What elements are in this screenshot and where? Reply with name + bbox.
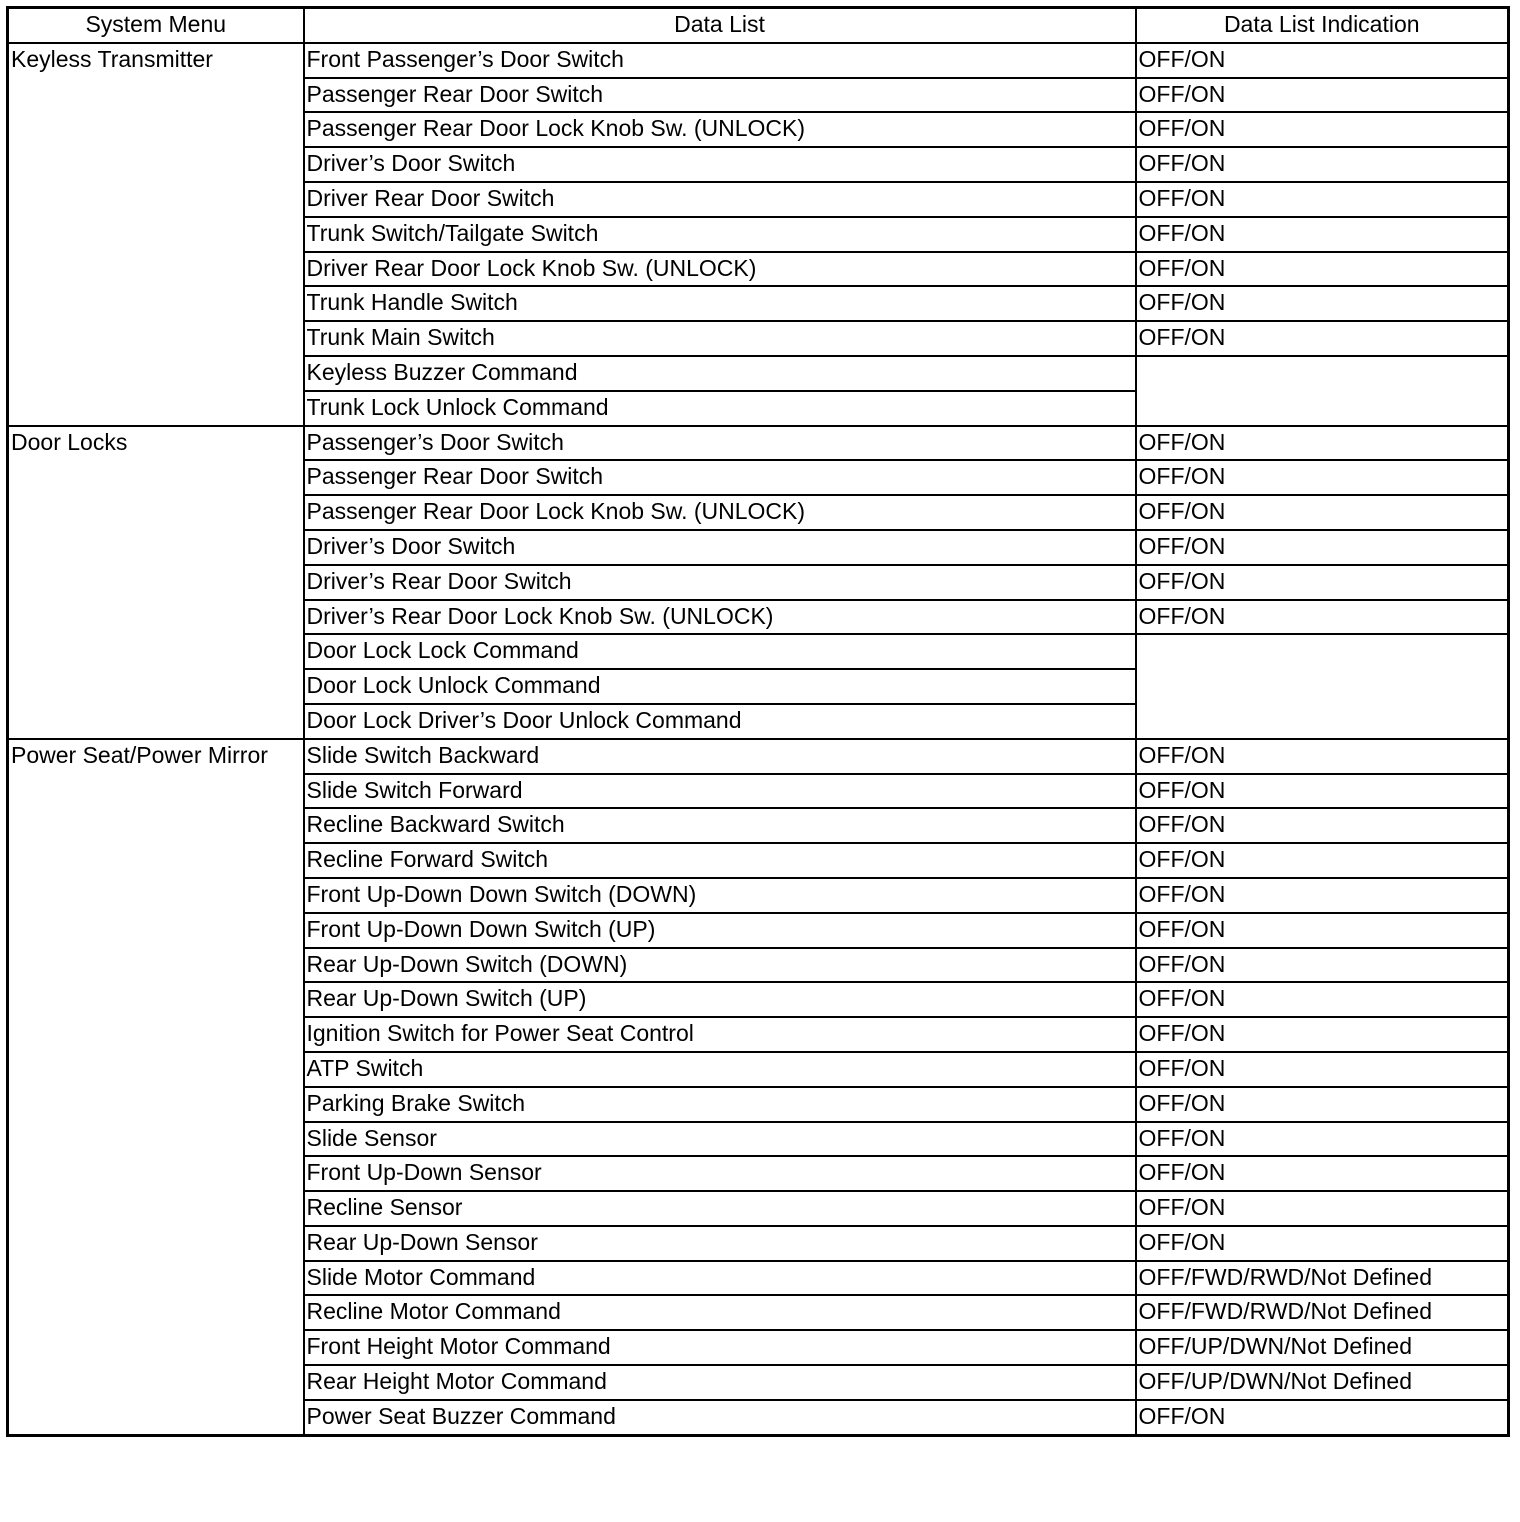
data-list-table	[6, 6, 1510, 1437]
data-list-item: Keyless Buzzer Command	[304, 356, 1136, 391]
data-list-item: Passenger Rear Door Switch	[304, 78, 1136, 113]
indication-empty-cell	[1136, 634, 1509, 738]
data-list-item: Trunk Main Switch	[304, 321, 1136, 356]
indication-cell: OFF/ON	[1136, 1226, 1509, 1261]
data-list-item: Passenger Rear Door Lock Knob Sw. (UNLOCK)	[304, 112, 1136, 147]
indication-cell: OFF/ON	[1136, 321, 1509, 356]
indication-cell: OFF/ON	[1136, 913, 1509, 948]
indication-cell: OFF/ON	[1136, 495, 1509, 530]
table-row	[8, 43, 1509, 78]
data-list-item: Slide Switch Forward	[304, 774, 1136, 809]
indication-cell: OFF/ON	[1136, 808, 1509, 843]
indication-cell: OFF/ON	[1136, 426, 1509, 461]
data-list-item: Rear Height Motor Command	[304, 1365, 1136, 1400]
indication-cell: OFF/ON	[1136, 252, 1509, 287]
data-list-item: Slide Motor Command	[304, 1261, 1136, 1296]
data-list-item: Passenger’s Door Switch	[304, 426, 1136, 461]
data-list-item: Passenger Rear Door Lock Knob Sw. (UNLOCK)	[304, 495, 1136, 530]
data-list-item: Front Height Motor Command	[304, 1330, 1136, 1365]
data-list-item: Recline Forward Switch	[304, 843, 1136, 878]
indication-cell: OFF/UP/DWN/Not Defined	[1136, 1330, 1509, 1365]
header-data-list: Data List	[304, 8, 1136, 43]
data-list-item: Rear Up-Down Switch (DOWN)	[304, 948, 1136, 983]
data-list-item: Parking Brake Switch	[304, 1087, 1136, 1122]
data-list-item: Rear Up-Down Sensor	[304, 1226, 1136, 1261]
indication-cell: OFF/ON	[1136, 530, 1509, 565]
indication-cell: OFF/ON	[1136, 286, 1509, 321]
system-menu-cell: Keyless Transmitter	[8, 43, 304, 426]
data-list-item: Trunk Lock Unlock Command	[304, 391, 1136, 426]
data-list-item: Ignition Switch for Power Seat Control	[304, 1017, 1136, 1052]
header-system-menu: System Menu	[8, 8, 304, 43]
indication-cell: OFF/ON	[1136, 843, 1509, 878]
data-list-item: Trunk Handle Switch	[304, 286, 1136, 321]
indication-empty-cell	[1136, 356, 1509, 426]
indication-cell: OFF/ON	[1136, 1017, 1509, 1052]
header-row	[8, 8, 1509, 43]
data-list-item: Passenger Rear Door Switch	[304, 460, 1136, 495]
indication-cell: OFF/ON	[1136, 739, 1509, 774]
data-list-item: Slide Switch Backward	[304, 739, 1136, 774]
indication-cell: OFF/UP/DWN/Not Defined	[1136, 1365, 1509, 1400]
table-row	[8, 426, 1509, 461]
data-list-item: Slide Sensor	[304, 1122, 1136, 1157]
data-list-item: Driver Rear Door Switch	[304, 182, 1136, 217]
indication-cell: OFF/ON	[1136, 1087, 1509, 1122]
data-list-item: Door Lock Lock Command	[304, 634, 1136, 669]
data-list-item: Door Lock Unlock Command	[304, 669, 1136, 704]
indication-cell: OFF/ON	[1136, 217, 1509, 252]
indication-cell: OFF/ON	[1136, 460, 1509, 495]
indication-cell: OFF/FWD/RWD/Not Defined	[1136, 1295, 1509, 1330]
indication-cell: OFF/ON	[1136, 774, 1509, 809]
indication-cell: OFF/ON	[1136, 1156, 1509, 1191]
indication-cell: OFF/ON	[1136, 565, 1509, 600]
indication-cell: OFF/ON	[1136, 112, 1509, 147]
indication-cell: OFF/FWD/RWD/Not Defined	[1136, 1261, 1509, 1296]
data-list-item: Door Lock Driver’s Door Unlock Command	[304, 704, 1136, 739]
header-data-list-indication: Data List Indication	[1136, 8, 1509, 43]
data-list-item: Driver’s Door Switch	[304, 530, 1136, 565]
indication-cell: OFF/ON	[1136, 1052, 1509, 1087]
table-row	[8, 739, 1509, 774]
data-list-item: Front Up-Down Sensor	[304, 1156, 1136, 1191]
data-list-item: Driver’s Door Switch	[304, 147, 1136, 182]
indication-cell: OFF/ON	[1136, 1400, 1509, 1435]
data-list-item: Front Up-Down Down Switch (UP)	[304, 913, 1136, 948]
indication-cell: OFF/ON	[1136, 1191, 1509, 1226]
indication-cell: OFF/ON	[1136, 600, 1509, 635]
data-list-item: Recline Motor Command	[304, 1295, 1136, 1330]
system-menu-cell: Power Seat/Power Mirror	[8, 739, 304, 1435]
indication-cell: OFF/ON	[1136, 878, 1509, 913]
data-list-item: Recline Backward Switch	[304, 808, 1136, 843]
data-list-item: Driver Rear Door Lock Knob Sw. (UNLOCK)	[304, 252, 1136, 287]
data-list-item: Power Seat Buzzer Command	[304, 1400, 1136, 1435]
table-body	[8, 43, 1509, 1435]
system-menu-cell: Door Locks	[8, 426, 304, 739]
indication-cell: OFF/ON	[1136, 43, 1509, 78]
data-list-item: Front Up-Down Down Switch (DOWN)	[304, 878, 1136, 913]
indication-cell: OFF/ON	[1136, 78, 1509, 113]
indication-cell: OFF/ON	[1136, 948, 1509, 983]
data-list-item: Driver’s Rear Door Switch	[304, 565, 1136, 600]
indication-cell: OFF/ON	[1136, 982, 1509, 1017]
indication-cell: OFF/ON	[1136, 1122, 1509, 1157]
indication-cell: OFF/ON	[1136, 147, 1509, 182]
indication-cell: OFF/ON	[1136, 182, 1509, 217]
data-list-item: Recline Sensor	[304, 1191, 1136, 1226]
data-list-item: Front Passenger’s Door Switch	[304, 43, 1136, 78]
data-list-item: Trunk Switch/Tailgate Switch	[304, 217, 1136, 252]
data-list-item: Driver’s Rear Door Lock Knob Sw. (UNLOCK)	[304, 600, 1136, 635]
data-list-item: Rear Up-Down Switch (UP)	[304, 982, 1136, 1017]
data-list-item: ATP Switch	[304, 1052, 1136, 1087]
